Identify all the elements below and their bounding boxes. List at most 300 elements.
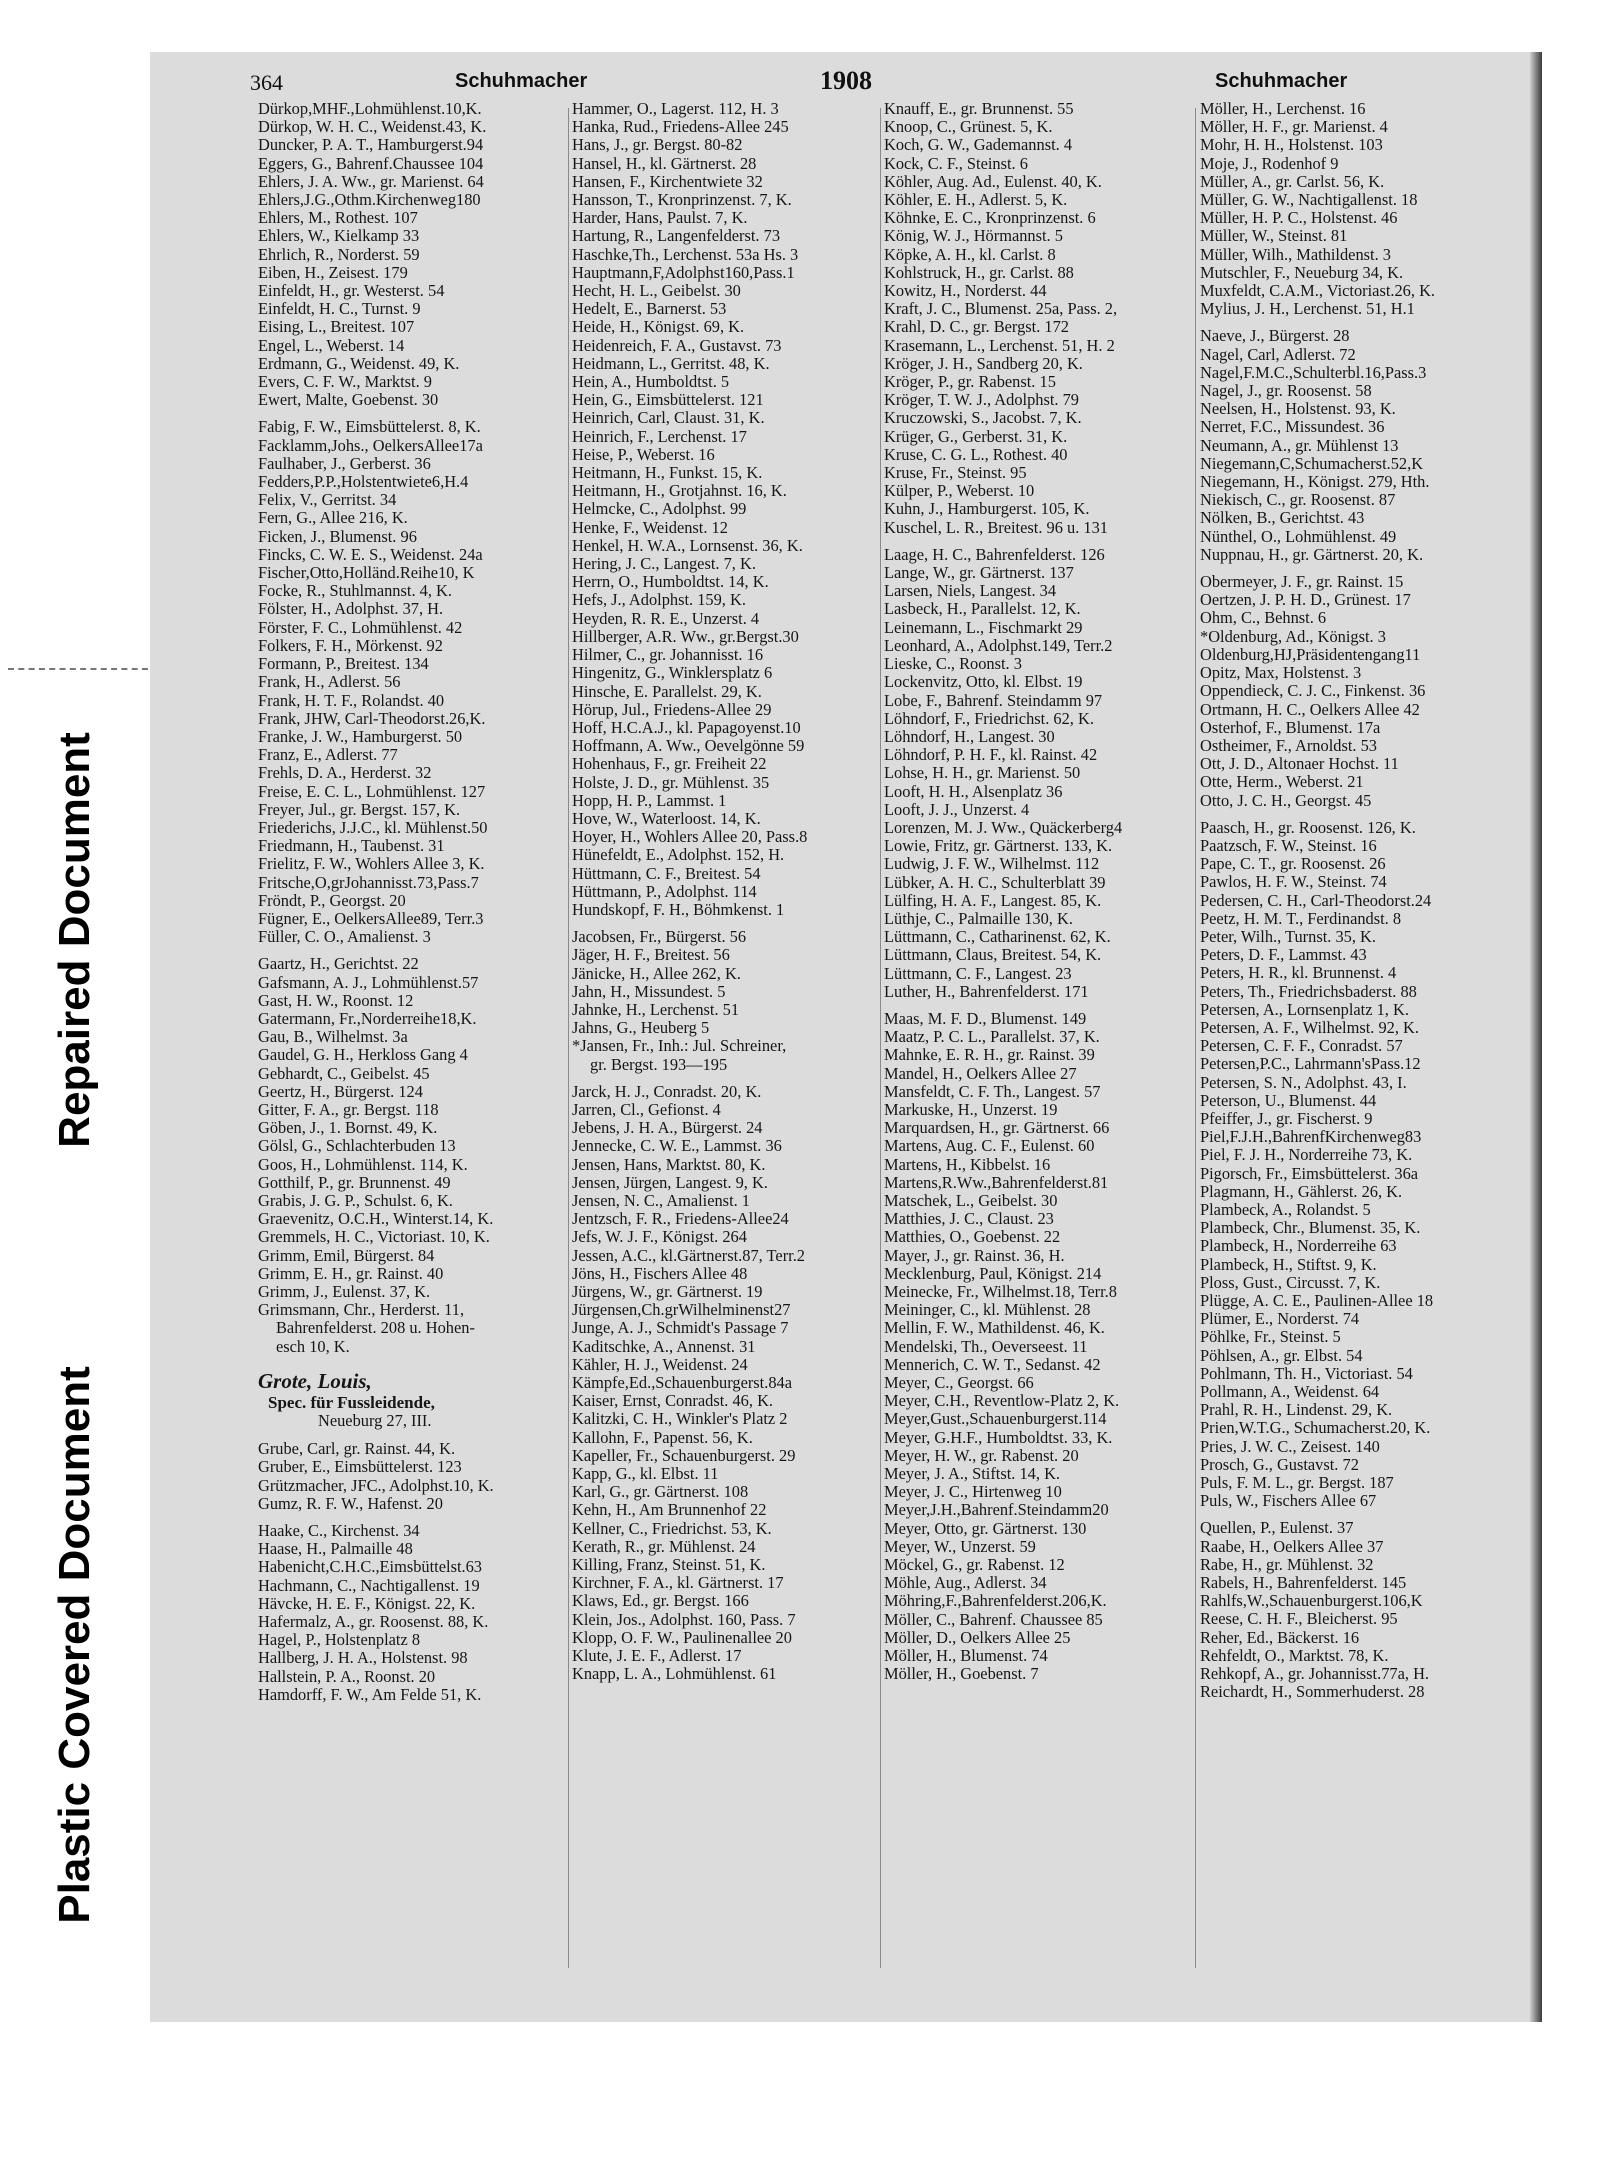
directory-entry: Ohm, C., Behnst. 6 [1200,608,1327,628]
directory-entry: Facklamm,Johs., OelkersAllee17a [258,435,483,455]
directory-entry: Niegemann, H., Königst. 279, Hth. [1200,472,1430,492]
directory-entry: Mylius, J. H., Lerchenst. 51, H.1 [1200,299,1415,319]
directory-entry: Gotthilf, P., gr. Brunnenst. 49 [258,1172,451,1192]
directory-entry: Kalitzki, C. H., Winkler's Platz 2 [572,1409,788,1429]
directory-entry: Hafermalz, A., gr. Roosenst. 88, K. [258,1612,489,1632]
directory-entry: Nerret, F.C., Missundest. 36 [1200,417,1385,437]
directory-entry: Löhndorf, F., Friedrichst. 62, K. [884,708,1094,728]
directory-entry: Heinrich, F., Lerchenst. 17 [572,426,747,446]
directory-entry: Hefs, J., Adolphst. 159, K. [572,590,746,610]
directory-entry: Gremmels, H. C., Victoriast. 10, K. [258,1227,490,1247]
directory-entry: Hinsche, E. Parallelst. 29, K. [572,681,762,701]
directory-entry: Heidenreich, F. A., Gustavst. 73 [572,335,782,355]
directory-entry: Hörup, Jul., Friedens-Allee 29 [572,699,772,719]
directory-entry: Junge, A. J., Schmidt's Passage 7 [572,1318,789,1338]
directory-entry: Ehlers, W., Kielkamp 33 [258,226,420,246]
directory-entry: Naeve, J., Bürgerst. 28 [1200,326,1350,346]
directory-entry: Pedersen, C. H., Carl-Theodorst.24 [1200,890,1432,910]
directory-entry: Kämpfe,Ed.,Schauenburgerst.84a [572,1373,792,1393]
directory-entry: Meininger, C., kl. Mühlenst. 28 [884,1300,1091,1320]
directory-entry: Pries, J. W. C., Zeisest. 140 [1200,1436,1380,1456]
directory-entry: Fölster, H., Adolphst. 37, H. [258,599,444,619]
directory-entry: Piel,F.J.H.,BahrenfKirchenweg83 [1200,1127,1422,1147]
directory-entry: Marquardsen, H., gr. Gärtnerst. 66 [884,1118,1110,1138]
directory-entry: Peters, D. F., Lammst. 43 [1200,945,1367,965]
directory-entry: Fedders,P.P.,Holstentwiete6,H.4 [258,472,469,492]
directory-entry: Lieske, C., Roonst. 3 [884,654,1022,674]
directory-entry: Meyer, G.H.F., Humboldtst. 33, K. [884,1427,1113,1447]
directory-entry: Peters, H. R., kl. Brunnenst. 4 [1200,963,1397,983]
directory-entry: Goos, H., Lohmühlenst. 114, K. [258,1154,468,1174]
directory-entry: Nuppnau, H., gr. Gärtnerst. 20, K. [1200,544,1424,564]
directory-entry: Grimm, Emil, Bürgerst. 84 [258,1245,435,1265]
directory-entry: Frank, JHW, Carl-Theodorst.26,K. [258,708,486,728]
page-binding-edge [1530,52,1542,2022]
directory-entry: Graevenitz, O.C.H., Winterst.14, K. [258,1209,494,1229]
directory-entry: Grube, Carl, gr. Rainst. 44, K. [258,1439,456,1459]
directory-entry: Neelsen, H., Holstenst. 93, K. [1200,399,1396,419]
directory-entry: Mansfeldt, C. F. Th., Langest. 57 [884,1081,1101,1101]
directory-entry: Osterhof, F., Blumenst. 17a [1200,717,1381,737]
directory-entry: Ploss, Gust., Circusst. 7, K. [1200,1272,1381,1292]
advert-address: Neueburg 27, III. [318,1411,432,1431]
directory-entry: Plümer, E., Norderst. 74 [1200,1309,1360,1329]
directory-entry: Luther, H., Bahrenfelderst. 171 [884,981,1089,1001]
directory-entry: Lülfing, H. A. F., Langest. 85, K. [884,890,1102,910]
directory-entry: Lohse, H. H., gr. Marienst. 50 [884,763,1081,783]
directory-entry: Gruber, E., Eimsbüttelerst. 123 [258,1457,462,1477]
directory-entry: Hagel, P., Holstenplatz 8 [258,1630,421,1650]
directory-entry: Lasbeck, H., Parallelst. 12, K. [884,599,1081,619]
directory-entry: Hingenitz, G., Winklersplatz 6 [572,663,773,683]
directory-entry: Mellin, F. W., Mathildenst. 46, K. [884,1318,1105,1338]
directory-entry: Möller, D., Oelkers Allee 25 [884,1627,1071,1647]
directory-entry: Jacobsen, Fr., Bürgerst. 56 [572,927,747,947]
directory-column-3 [884,100,1196,1980]
directory-entry: Karl, G., gr. Gärtnerst. 108 [572,1482,749,1502]
directory-entry: Gaartz, H., Gerichtst. 22 [258,954,419,974]
directory-entry: Meyer, Otto, gr. Gärtnerst. 130 [884,1518,1087,1538]
directory-entry: Henke, F., Weidenst. 12 [572,517,728,537]
directory-entry: Friedmann, H., Taubenst. 31 [258,836,445,856]
directory-entry: Quellen, P., Eulenst. 37 [1200,1518,1354,1538]
directory-entry: Jäger, H. F., Breitest. 56 [572,945,730,965]
directory-entry: Hedelt, E., Barnerst. 53 [572,299,727,319]
directory-entry: Hüttmann, C. F., Breitest. 54 [572,863,761,883]
directory-entry: Peterson, U., Blumenst. 44 [1200,1090,1377,1110]
directory-entry: Hoff, H.C.A.J., kl. Papagoyenst.10 [572,717,801,737]
directory-entry: König, W. J., Hörmannst. 5 [884,226,1063,246]
directory-entry: Ludwig, J. F. W., Wilhelmst. 112 [884,854,1100,874]
directory-entry: Jürgens, W., gr. Gärtnerst. 19 [572,1282,763,1301]
directory-entry: Focke, R., Stuhlmannst. 4, K. [258,581,452,601]
directory-entry: Helmcke, C., Adolphst. 99 [572,499,747,519]
directory-entry: Martens, H., Kibbelst. 16 [884,1154,1051,1174]
directory-entry: Meyer,J.H.,Bahrenf.Steindamm20 [884,1500,1109,1520]
directory-entry: Gafsmann, A. J., Lohmühlenst.57 [258,972,479,992]
divider-dashed-line [8,668,148,670]
directory-entry: Kähler, H. J., Weidenst. 24 [572,1354,748,1374]
directory-entry: Maas, M. F. D., Blumenst. 149 [884,1008,1087,1028]
directory-entry: Nünthel, O., Lohmühlenst. 49 [1200,526,1397,546]
directory-entry: Eiben, H., Zeisest. 179 [258,262,408,282]
directory-entry: Jahnke, H., Lerchenst. 51 [572,999,740,1019]
directory-entry: Muxfeldt, C.A.M., Victoriast.26, K. [1200,281,1435,301]
directory-entry: Prosch, G., Gustavst. 72 [1200,1454,1359,1474]
directory-entry: Opitz, Max, Holstenst. 3 [1200,663,1362,683]
side-labels [0,0,150,2177]
directory-entry: Knapp, L. A., Lohmühlenst. 61 [572,1664,777,1684]
directory-entry: Löhndorf, H., Langest. 30 [884,726,1055,746]
directory-entry: Prien,W.T.G., Schumacherst.20, K. [1200,1418,1431,1438]
directory-entry: Kruczowski, S., Jacobst. 7, K. [884,408,1082,428]
directory-entry: Klaws, Ed., gr. Bergst. 166 [572,1591,749,1611]
directory-entry: Heitmann, H., Grotjahnst. 16, K. [572,481,787,501]
directory-entry: Hans, J., gr. Bergst. 80-82 [572,135,743,155]
directory-entry: Müller, H. P. C., Holstenst. 46 [1200,208,1398,228]
directory-entry: Jänicke, H., Allee 262, K. [572,963,741,983]
directory-entry: Gau, B., Wilhelmst. 3a [258,1027,408,1047]
directory-entry: Lobe, F., Bahrenf. Steindamm 97 [884,690,1103,710]
directory-entry: Killing, Franz, Steinst. 51, K. [572,1555,766,1575]
directory-entry: Lange, W., gr. Gärtnerst. 137 [884,563,1074,583]
directory-entry: Fern, G., Allee 216, K. [258,508,408,528]
directory-entry: Evers, C. F. W., Marktst. 9 [258,372,432,392]
directory-entry: Lowie, Fritz, gr. Gärtnerst. 133, K. [884,836,1113,856]
directory-entry: Meinecke, Fr., Wilhelmst.18, Terr.8 [884,1282,1117,1301]
directory-entry: Müller, A., gr. Carlst. 56, K. [1200,171,1385,191]
directory-entry: Klein, Jos., Adolphst. 160, Pass. 7 [572,1609,796,1629]
directory-entry: Looft, H. H., Alsenplatz 36 [884,781,1063,801]
directory-entry: Hartung, R., Langenfelderst. 73 [572,226,781,246]
directory-entry: Freise, E. C. L., Lohmühlenst. 127 [258,781,486,801]
directory-entry: Kröger, T. W. J., Adolphst. 79 [884,390,1079,410]
directory-entry: Jennecke, C. W. E., Lammst. 36 [572,1136,782,1156]
directory-entry: Raabe, H., Oelkers Allee 37 [1200,1536,1384,1556]
column-1-entries [258,100,570,1356]
plastic-covered-document-label: Plastic Covered Document [50,1366,99,1924]
directory-entry: Paatzsch, F. W., Steinst. 16 [1200,835,1377,855]
directory-entry: Rahlfs,W.,Schauenburgerst.106,K [1200,1591,1423,1611]
directory-entry: Neumann, A., gr. Mühlenst 13 [1200,435,1399,455]
directory-entry: Heidmann, L., Gerritst. 48, K. [572,353,770,373]
directory-entry: Möller, H., Goebenst. 7 [884,1664,1039,1684]
directory-entry: Fritsche,O,grJohannisst.73,Pass.7 [258,872,479,892]
directory-entry: Pöhlsen, A., gr. Elbst. 54 [1200,1345,1363,1365]
directory-entry: Kaditschke, A., Annenst. 31 [572,1336,756,1356]
directory-entry: Kuschel, L. R., Breitest. 96 u. 131 [884,517,1108,537]
repaired-document-label: Repaired Document [50,732,99,1148]
directory-entry: Fröndt, P., Georgst. 20 [258,890,406,910]
directory-entry: Ehlers, J. A. Ww., gr. Marienst. 64 [258,171,484,191]
directory-year: 1908 [820,66,872,95]
directory-entry: Jebens, J. H. A., Bürgerst. 24 [572,1118,763,1138]
directory-entry: Hein, A., Humboldtst. 5 [572,372,730,392]
directory-entry: Jöns, H., Fischers Allee 48 [572,1263,748,1283]
directory-entry: Meyer, C.H., Reventlow-Platz 2, K. [884,1391,1120,1411]
directory-entry: Pfeiffer, J., gr. Fischerst. 9 [1200,1108,1373,1128]
directory-entry: Kohlstruck, H., gr. Carlst. 88 [884,262,1074,282]
directory-entry: Kraft, J. C., Blumenst. 25a, Pass. 2, [884,299,1118,319]
directory-entry: Lüttmann, C., Catharinenst. 62, K. [884,927,1111,947]
directory-entry: Kruse, C. G. L., Rothest. 40 [884,444,1068,464]
directory-entry: Knoop, C., Grünest. 5, K. [884,117,1053,137]
directory-entry: Harder, Hans, Paulst. 7, K. [572,208,748,228]
directory-entry: Pawlos, H. F. W., Steinst. 74 [1200,872,1387,892]
directory-entry: Looft, J. J., Unzerst. 4 [884,799,1030,819]
directory-entry: Erdmann, G., Weidenst. 49, K. [258,353,460,373]
directory-entry: Köhler, E. H., Adlerst. 5, K. [884,190,1068,210]
directory-entry: Leonhard, A., Adolphst.149, Terr.2 [884,635,1113,655]
directory-entry: Nagel, Carl, Adlerst. 72 [1200,344,1356,364]
directory-entry: Kuhn, J., Hamburgerst. 105, K. [884,499,1090,519]
directory-entry: Mennerich, C. W. T., Sedanst. 42 [884,1354,1101,1374]
directory-entry: Lüttmann, C. F., Langest. 23 [884,963,1072,983]
directory-entry: Hansel, H., kl. Gärtnerst. 28 [572,153,757,173]
directory-entry: Frank, H. T. F., Rolandst. 40 [258,690,445,710]
directory-entry: Petersen, C. F. F., Conradst. 57 [1200,1036,1403,1056]
advert-speciality: Spec. für Fussleidende, [268,1392,435,1412]
directory-entry: Kellner, C., Friedrichst. 53, K. [572,1518,772,1538]
directory-entry: Matschek, L., Geibelst. 30 [884,1190,1058,1210]
directory-entry: Meyer, J. C., Hirtenweg 10 [884,1482,1062,1502]
page-header [240,62,1470,102]
directory-entry: Kaiser, Ernst, Conradst. 46, K. [572,1391,774,1411]
directory-entry: Jürgensen,Ch.grWilhelminenst27 [572,1300,791,1320]
directory-entry: Plambeck, H., Stiftst. 9, K. [1200,1254,1377,1274]
directory-entry: Niegemann,C,Schumacherst.52,K [1200,453,1424,473]
directory-entry: Köpke, A. H., kl. Carlst. 8 [884,244,1056,264]
directory-entry: Pöhlke, Fr., Steinst. 5 [1200,1327,1341,1347]
directory-entry: Maatz, P. C. L., Parallelst. 37, K. [884,1027,1100,1047]
directory-entry: Möckel, G., gr. Rabenst. 12 [884,1555,1065,1575]
directory-entry: Plagmann, H., Gählerst. 26, K. [1200,1181,1403,1201]
directory-entry: Kerath, R., gr. Mühlenst. 24 [572,1536,756,1556]
directory-entry: Fügner, E., OelkersAllee89, Terr.3 [258,908,484,928]
directory-entry: Jensen, N. C., Amalienst. 1 [572,1190,751,1210]
directory-entry: Matthies, O., Goebenst. 22 [884,1227,1061,1247]
directory-entry: Pape, C. T., gr. Roosenst. 26 [1200,854,1386,874]
directory-entry: Gatermann, Fr.,Norderreihe18,K. [258,1008,477,1028]
directory-entry: Krahl, D. C., gr. Bergst. 172 [884,317,1069,337]
directory-entry: Reese, C. H. F., Bleicherst. 95 [1200,1609,1398,1629]
directory-entry: Petersen, A., Lornsenplatz 1, K. [1200,999,1409,1019]
directory-entry: Krüger, G., Gerberst. 31, K. [884,426,1068,446]
directory-entry: Haschke,Th., Lerchenst. 53a Hs. 3 [572,244,799,264]
directory-entry: Jefs, W. J. F., Königst. 264 [572,1227,747,1247]
directory-entry: Kirchner, F. A., kl. Gärtnerst. 17 [572,1573,784,1593]
advert-name: Grote, Louis, [258,1368,372,1393]
directory-entry: Jahns, G., Heuberg 5 [572,1018,710,1038]
directory-entry: Plambeck, A., Rolandst. 5 [1200,1199,1371,1219]
directory-entry: Kruse, Fr., Steinst. 95 [884,463,1027,483]
directory-entry: Kowitz, H., Norderst. 44 [884,281,1047,301]
directory-entry: Kapeller, Fr., Schauenburgerst. 29 [572,1445,796,1465]
directory-entry: Nagel,F.M.C.,Schulterbl.16,Pass.3 [1200,362,1427,382]
left-running-title: Schuhmacher [455,70,588,92]
directory-entry: Meyer,Gust.,Schauenburgerst.114 [884,1409,1107,1429]
directory-entry: Knauff, E., gr. Brunnenst. 55 [884,100,1074,118]
directory-entry: Fabig, F. W., Eimsbüttelerst. 8, K. [258,417,481,437]
directory-entry: Meyer, W., Unzerst. 59 [884,1536,1036,1556]
directory-entry: Kehn, H., Am Brunnenhof 22 [572,1500,767,1520]
directory-entry: Ehlers, M., Rothest. 107 [258,208,418,228]
directory-entry: Klute, J. E. F., Adlerst. 17 [572,1646,742,1666]
directory-entry: Formann, P., Breitest. 134 [258,654,429,674]
directory-entry: Jahn, H., Missundest. 5 [572,981,726,1001]
directory-entry: Krasemann, L., Lerchenst. 51, H. 2 [884,335,1115,355]
directory-entry: Kallohn, F., Papenst. 56, K. [572,1427,753,1447]
directory-entry: Rabels, H., Bahrenfelderst. 145 [1200,1573,1407,1593]
directory-entry: Hering, J. C., Langest. 7, K. [572,554,756,574]
directory-entry: Haase, H., Palmaille 48 [258,1539,413,1559]
directory-entry: Müller, G. W., Nachtigallenst. 18 [1200,190,1418,210]
directory-entry: Grimm, E. H., gr. Rainst. 40 [258,1263,444,1283]
directory-entry: Grimm, J., Eulenst. 37, K. [258,1282,431,1301]
directory-entry: Puls, W., Fischers Allee 67 [1200,1491,1377,1511]
directory-entry: Einfeldt, H. C., Turnst. 9 [258,299,421,319]
directory-entry: Oppendieck, C. J. C., Finkenst. 36 [1200,681,1426,701]
directory-entry: Jarck, H. J., Conradst. 20, K. [572,1081,762,1101]
directory-entry: Hopp, H. P., Lammst. 1 [572,790,727,810]
directory-entry: Hauptmann,F,Adolphst160,Pass.1 [572,262,795,282]
directory-entry: Franz, E., Adlerst. 77 [258,745,398,765]
directory-entry: Plambeck, H., Norderreihe 63 [1200,1236,1397,1256]
directory-entry: Petersen, A. F., Wilhelmst. 92, K. [1200,1017,1419,1037]
directory-entry: Otte, Herm., Weberst. 21 [1200,772,1364,792]
directory-entry: esch 10, K. [276,1336,350,1356]
directory-entry: Möller, H., Blumenst. 74 [884,1646,1048,1666]
directory-entry: Hallstein, P. A., Roonst. 20 [258,1666,436,1686]
directory-entry: Löhndorf, P. H. F., kl. Rainst. 42 [884,745,1098,765]
directory-entry: Meyer, C., Georgst. 66 [884,1373,1034,1393]
directory-entry: Moje, J., Rodenhof 9 [1200,153,1339,173]
directory-entry: Prahl, R. H., Lindenst. 29, K. [1200,1400,1393,1420]
directory-entry: Ostheimer, F., Arnoldst. 53 [1200,735,1377,755]
directory-entry: Hoffmann, A. Ww., Oevelgönne 59 [572,736,805,756]
directory-entry: Engel, L., Weberst. 14 [258,335,405,355]
directory-entry: Felix, V., Gerritst. 34 [258,490,397,510]
directory-entry: Müller, W., Steinst. 81 [1200,226,1348,246]
directory-entry: Haake, C., Kirchenst. 34 [258,1521,420,1541]
directory-column-4 [1200,100,1500,1980]
directory-entry: Möller, H., Lerchenst. 16 [1200,100,1366,118]
directory-entry: Oldenburg,HJ,Präsidentengang11 [1200,644,1421,664]
directory-entry: Martens, Aug. C. F., Eulenst. 60 [884,1136,1095,1156]
directory-entry: Fischer,Otto,Holländ.Reihe10, K [258,563,475,583]
directory-entry: Puls, F. M. L., gr. Bergst. 187 [1200,1473,1394,1493]
directory-entry: Grabis, J. G. P., Schulst. 6, K. [258,1190,453,1210]
directory-entry: Möller, C., Bahrenf. Chaussee 85 [884,1609,1103,1629]
directory-entry: Peters, Th., Friedrichsbaderst. 88 [1200,981,1417,1001]
directory-entry: Folkers, F. H., Mörkenst. 92 [258,635,443,655]
directory-entry: Köhler, Aug. Ad., Eulenst. 40, K. [884,171,1102,191]
directory-entry: Nölken, B., Gerichtst. 43 [1200,508,1365,528]
directory-entry: Dürkop, W. H. C., Weidenst.43, K. [258,117,487,137]
directory-entry: Hove, W., Waterloost. 14, K. [572,808,761,828]
directory-entry: Möller, H. F., gr. Marienst. 4 [1200,117,1388,137]
directory-entry: Mecklenburg, Paul, Königst. 214 [884,1263,1102,1283]
directory-entry: Heinrich, Carl, Claust. 31, K. [572,408,765,428]
directory-entry: Ortmann, H. C., Oelkers Allee 42 [1200,699,1420,719]
directory-entry: Obermeyer, J. F., gr. Rainst. 15 [1200,572,1404,592]
directory-entry: Gölsl, G., Schlachterbuden 13 [258,1136,456,1156]
directory-entry: Martens,R.Ww.,Bahrenfelderst.81 [884,1172,1109,1192]
directory-entry: Hoyer, H., Wohlers Allee 20, Pass.8 [572,827,808,847]
right-running-title: Schuhmacher [1215,70,1348,92]
directory-entry: Plügge, A. C. E., Paulinen-Allee 18 [1200,1291,1434,1310]
directory-entry: Dürkop,MHF.,Lohmühlenst.10,K. [258,100,482,118]
directory-entry: Jensen, Hans, Marktst. 80, K. [572,1154,766,1174]
directory-entry: Plambeck, Chr., Blumenst. 35, K. [1200,1218,1421,1238]
directory-entry: Kock, C. F., Steinst. 6 [884,153,1028,173]
directory-entry: Frielitz, F. W., Wohlers Allee 3, K. [258,854,485,874]
directory-entry: Lübker, A. H. C., Schulterblatt 39 [884,872,1106,892]
directory-column-2 [572,100,884,1980]
directory-entry: Rehkopf, A., gr. Johannisst.77a, H. [1200,1664,1430,1684]
directory-entry: Friederichs, J.J.C., kl. Mühlenst.50 [258,817,488,837]
directory-column-1 [258,100,570,1980]
directory-entry: Hansson, T., Kronprinzenst. 7, K. [572,190,792,210]
directory-entry: *Jansen, Fr., Inh.: Jul. Schreiner, [572,1036,787,1056]
directory-entry: Gebhardt, C., Geibelst. 45 [258,1063,430,1083]
directory-entry: Habenicht,C.H.C.,Eimsbüttelst.63 [258,1557,482,1577]
directory-entry: Heitmann, H., Funkst. 15, K. [572,463,763,483]
directory-entry: Hundskopf, F. H., Böhmkenst. 1 [572,899,785,919]
directory-entry: Möhring,F.,Bahrenfelderst.206,K. [884,1591,1107,1611]
directory-entry: Müller, Wilh., Mathildenst. 3 [1200,244,1391,264]
directory-entry: Füller, C. O., Amalienst. 3 [258,927,431,947]
directory-entry: Freyer, Jul., gr. Bergst. 157, K. [258,799,461,819]
directory-entry: Heise, P., Weberst. 16 [572,444,715,464]
directory-entry: Jentzsch, F. R., Friedens-Allee24 [572,1209,789,1229]
directory-entry: Hammer, O., Lagerst. 112, H. 3 [572,100,779,118]
directory-entry: Einfeldt, H., gr. Westerst. 54 [258,281,445,301]
directory-entry: Jessen, A.C., kl.Gärtnerst.87, Terr.2 [572,1245,805,1265]
directory-entry: Meyer, J. A., Stiftst. 14, K. [884,1464,1060,1484]
directory-entry: Mandel, H., Oelkers Allee 27 [884,1063,1077,1083]
directory-entry: Ehrlich, R., Norderst. 59 [258,244,420,264]
directory-entry: Kröger, P., gr. Rabenst. 15 [884,372,1056,392]
directory-entry: Heyden, R. R. E., Unzerst. 4 [572,608,760,628]
directory-entry: Hilmer, C., gr. Johannisst. 16 [572,645,764,665]
directory-entry: Petersen,P.C., Lahrmann'sPass.12 [1200,1054,1421,1074]
directory-entry: Larsen, Niels, Langest. 34 [884,581,1057,601]
directory-entry: Hamdorff, F. W., Am Felde 51, K. [258,1684,482,1704]
directory-entry: Ott, J. D., Altonaer Hochst. 11 [1200,754,1399,774]
directory-entry: Holste, J. D., gr. Mühlenst. 35 [572,772,770,792]
directory-entry: Henkel, H. W.A., Lornsenst. 36, K. [572,535,803,555]
directory-entry: Köhnke, E. C., Kronprinzenst. 6 [884,208,1096,228]
directory-entry: Rabe, H., gr. Mühlenst. 32 [1200,1554,1374,1574]
directory-entry: Otto, J. C. H., Georgst. 45 [1200,790,1372,810]
directory-entry: Gast, H. W., Roonst. 12 [258,990,414,1010]
directory-entry: Petersen, S. N., Adolphst. 43, I. [1200,1072,1407,1092]
directory-entry: Kröger, J. H., Sandberg 20, K. [884,353,1083,373]
directory-entry: Hanka, Rud., Friedens-Allee 245 [572,117,789,137]
directory-entry: Faulhaber, J., Gerberst. 36 [258,453,431,473]
directory-entry: Eising, L., Breitest. 107 [258,317,415,337]
directory-entry: Grützmacher, JFC., Adolphst.10, K. [258,1475,494,1495]
directory-entry: Mendelski, Th., Oeverseest. 11 [884,1336,1088,1356]
scanned-page [150,52,1542,2022]
directory-entry: Hüttmann, P., Adolphst. 114 [572,881,757,901]
directory-entry: Göben, J., 1. Bornst. 49, K. [258,1118,438,1138]
directory-entry: Reichardt, H., Sommerhuderst. 28 [1200,1682,1425,1702]
directory-entry: Piel, F. J. H., Norderreihe 73, K. [1200,1145,1413,1165]
directory-entry: Ehlers,J.G.,Othm.Kirchenweg180 [258,190,481,210]
directory-entry: gr. Bergst. 193—195 [590,1054,728,1074]
